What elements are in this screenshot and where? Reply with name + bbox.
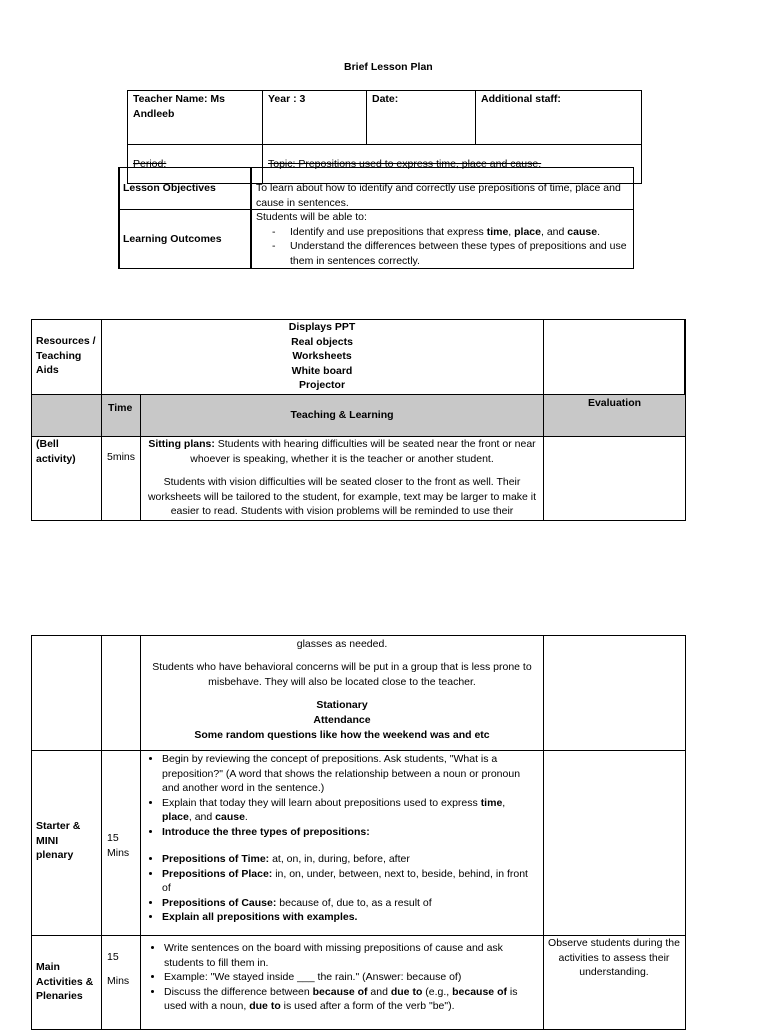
topic-label: Topic: Prepositions used to express time, place and cause. bbox=[268, 158, 542, 170]
starter-bullet: • Introduce the three types of prepositions: bbox=[162, 825, 536, 840]
main-activities-content bbox=[146, 941, 538, 1014]
evaluation-text: Observe students during the activities to assess their understanding. bbox=[548, 937, 680, 978]
starter-content bbox=[144, 752, 536, 925]
additional-staff-label: Additional staff: bbox=[481, 93, 561, 105]
starter-time: 15 Mins bbox=[107, 832, 130, 859]
main-bullet: • Discuss the difference between because of and due to (e.g., because of is used with a noun, due to is used after a form of the verb "be"). bbox=[164, 985, 538, 1014]
vision-text: Students with vision difficulties will be seated closer to the front as well. Their worksheets will be tailored to the student, for example, text may be larger to make it easier to read. Students with vision problems will be reminded to use their bbox=[147, 476, 537, 517]
glasses-text: glasses as needed. bbox=[296, 638, 388, 650]
resource-item: Real objects bbox=[291, 335, 353, 348]
sitting-plans-text: Sitting plans: Students with hearing difficulties will be seated near the front or near whoever is speaking, whether it is the teacher or another student. bbox=[148, 438, 536, 465]
random-questions-text: Some random questions like how the weekend was and etc bbox=[194, 729, 490, 741]
resources-list bbox=[101, 320, 543, 393]
main-activities-label: Main Activities & Plenaries bbox=[36, 961, 94, 1002]
document-title: Brief Lesson Plan bbox=[344, 61, 433, 73]
header-teaching-learning: Teaching & Learning bbox=[290, 409, 394, 421]
learning-outcomes-label: Learning Outcomes bbox=[123, 233, 222, 245]
date-label: Date: bbox=[372, 93, 399, 105]
starter-bullet: • Explain that today they will learn about prepositions used to express time, place, and cause. bbox=[162, 796, 536, 825]
main-bullet: • Example: "We stayed inside ___ the rain." (Answer: because of) bbox=[164, 970, 538, 985]
resources-label: Resources / Teaching Aids bbox=[36, 335, 96, 376]
attendance-text: Attendance bbox=[313, 714, 371, 726]
prep-type-bullet: • Prepositions of Time: at, on, in, during, before, after bbox=[162, 852, 536, 867]
prep-type-bullet: • Explain all prepositions with examples. bbox=[162, 910, 536, 925]
header-evaluation: Evaluation bbox=[587, 397, 642, 409]
lesson-objectives-label: Lesson Objectives bbox=[123, 182, 216, 194]
prep-type-bullet: • Prepositions of Place: in, on, under, between, next to, beside, behind, in front of bbox=[162, 867, 536, 896]
outcome-item: - Understand the differences between these types of prepositions and use them in sentences correctly. bbox=[272, 239, 628, 268]
teacher-name: Teacher Name: Ms Andleeb bbox=[133, 93, 226, 120]
starter-label: Starter & MINI plenary bbox=[36, 820, 81, 861]
outcomes-intro: Students will be able to: bbox=[256, 211, 367, 223]
main-time-number: 15 bbox=[107, 951, 119, 963]
behavior-text: Students who have behavioral concerns will be put in a group that is less prone to misbehave. They will also be located close to the teacher. bbox=[152, 661, 532, 688]
learning-outcomes bbox=[256, 210, 628, 268]
stationary-text: Stationary bbox=[316, 699, 368, 711]
starter-bullet: • Begin by reviewing the concept of prepositions. Ask students, "What is a preposition?" (A word that shows the relationship between a noun or pronoun and another word in the sentence.) bbox=[162, 752, 536, 796]
prep-type-bullet: • Prepositions of Cause: because of, due to, as a result of bbox=[162, 896, 536, 911]
bell-activity-label: (Bell activity) bbox=[36, 438, 76, 465]
resource-item: Worksheets bbox=[292, 350, 352, 362]
outcome-item: - Identify and use prepositions that express time, place, and cause. bbox=[272, 225, 628, 240]
bell-time: 5mins bbox=[107, 451, 136, 463]
resource-item: White board bbox=[291, 364, 353, 377]
header-time: Time bbox=[108, 402, 133, 414]
main-time-unit: Mins bbox=[107, 975, 130, 987]
year-label: Year : 3 bbox=[268, 93, 306, 105]
resource-item: Projector bbox=[298, 379, 346, 391]
period-label: Period: bbox=[133, 158, 167, 170]
main-bullet: • Write sentences on the board with missing prepositions of cause and ask students to fill them in. bbox=[164, 941, 538, 970]
lesson-objectives-text: To learn about how to identify and correctly use prepositions of time, place and cause in sentences. bbox=[256, 182, 621, 209]
resource-item: Displays PPT bbox=[288, 321, 356, 333]
